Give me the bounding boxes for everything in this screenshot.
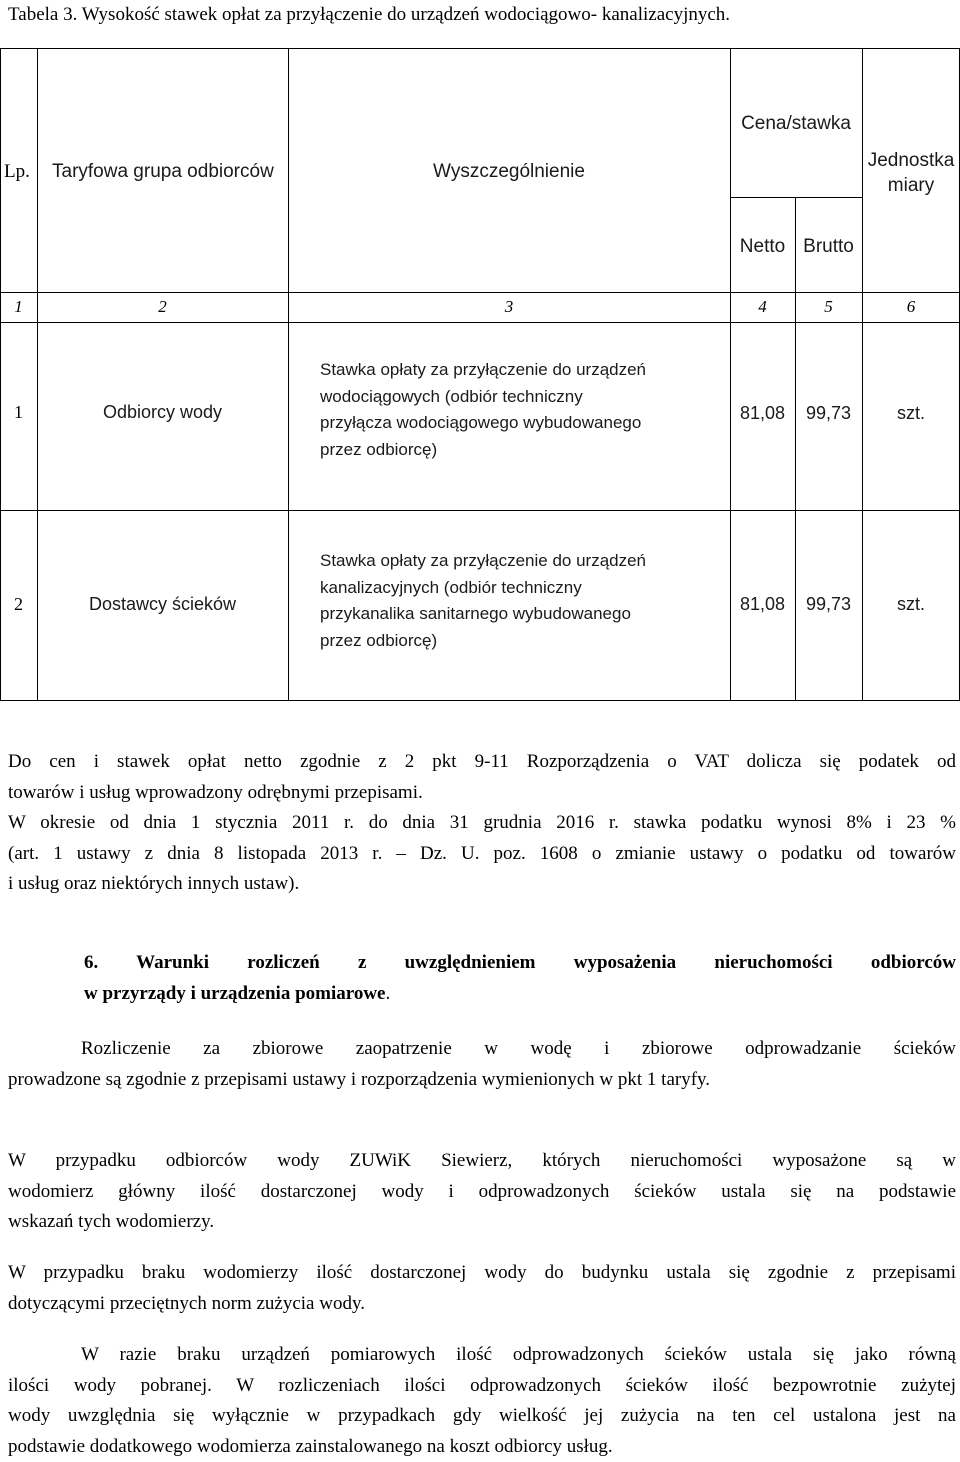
paragraph-line: dotyczącymi przeciętnych norm zużycia wody. [8, 1289, 956, 1320]
vat-note [8, 747, 956, 900]
col-line-2 [288, 48, 289, 701]
header-netto: Netto [730, 236, 795, 258]
row1-detail [320, 357, 646, 463]
paragraph-no-meters [8, 1258, 956, 1319]
row1-detail-line: przyłącza wodociągowego wybudowanego [320, 410, 646, 437]
column-number: 6 [862, 297, 960, 317]
paragraph-line: W przypadku braku wodomierzy ilość dostarczonej wody do budynku ustala się zgodnie z przepisami [8, 1258, 956, 1289]
row2-netto: 81,08 [730, 594, 795, 615]
row-divider [0, 510, 960, 511]
paragraph-line: podstawie dodatkowego wodomierza zainstalowanego na koszt odbiorcy usług. [8, 1432, 956, 1462]
paragraph-line: wskazań tych wodomierzy. [8, 1207, 956, 1238]
row2-detail [320, 548, 646, 654]
paragraph-settlement [8, 1034, 956, 1095]
section-6-title: Warunki rozliczeń z uwzględnieniem wyposażenia nieruchomości odbiorców [136, 952, 956, 973]
section-6-title-end: . [386, 983, 391, 1004]
price-subheader-line [730, 197, 862, 198]
col-line-4 [795, 197, 796, 701]
paragraph-line: ilości wody pobranej. W rozliczeniach ilości odprowadzonych ścieków ilość bezpowrotnie zużytej [8, 1371, 956, 1402]
row2-detail-line: kanalizacyjnych (odbiór techniczny [320, 575, 646, 602]
row2-lp: 2 [0, 594, 37, 615]
paragraph-line: W razie braku urządzeń pomiarowych ilość odprowadzonych ścieków ustala się jako równą [8, 1340, 956, 1371]
vat-note-line: Do cen i stawek opłat netto zgodnie z 2 pkt 9-11 Rozporządzenia o VAT dolicza się podatek od [8, 747, 956, 778]
section-6-heading [84, 948, 956, 1009]
row1-netto: 81,08 [730, 403, 795, 424]
row2-brutto: 99,73 [795, 594, 862, 615]
section-6-title-cont: w przyrządy i urządzenia pomiarowe [84, 983, 386, 1004]
row2-detail-line: przykanalika sanitarnego wybudowanego [320, 601, 646, 628]
column-numbers-line [0, 322, 960, 323]
row1-group: Odbiorcy wody [37, 402, 288, 423]
paragraph-line: Rozliczenie za zbiorowe zaopatrzenie w wodę i zbiorowe odprowadzanie ścieków [8, 1034, 956, 1065]
row2-group: Dostawcy ścieków [37, 594, 288, 615]
section-6-heading-line1 [84, 948, 956, 979]
header-price: Cena/stawka [730, 113, 862, 135]
paragraph-line: prowadzone są zgodnie z przepisami ustawy i rozporządzenia wymienionych w pkt 1 taryfy. [8, 1065, 956, 1096]
paragraph-wastewater [8, 1340, 956, 1462]
vat-note-line: (art. 1 ustawy z dnia 8 listopada 2013 r. – Dz. U. poz. 1608 o zmianie ustawy o podatku od towarów [8, 839, 956, 870]
column-number: 1 [0, 297, 37, 317]
row1-lp: 1 [0, 402, 37, 423]
row2-detail-line: przez odbiorcę) [320, 628, 646, 655]
row1-unit: szt. [862, 403, 960, 424]
header-group: Taryfowa grupa odbiorców [52, 161, 274, 183]
row2-detail-line: Stawka opłaty za przyłączenie do urządzeń [320, 548, 646, 575]
row1-detail-line: przez odbiorcę) [320, 437, 646, 464]
vat-note-line: towarów i usług wprowadzony odrębnymi przepisami. [8, 778, 956, 809]
row1-brutto: 99,73 [795, 403, 862, 424]
paragraph-line: wodomierz główny ilość dostarczonej wody i odprowadzonych ścieków ustala się na podstawie [8, 1177, 956, 1208]
column-number: 4 [730, 297, 795, 317]
paragraph-line: wody uwzględnia się wyłącznie w przypadkach gdy wielkość jej zużycia na ten cel ustalona jest na [8, 1401, 956, 1432]
row2-unit: szt. [862, 594, 960, 615]
table-caption: Tabela 3. Wysokość stawek opłat za przyłączenie do urządzeń wodociągowo- kanalizacyjnych. [8, 4, 730, 26]
header-unit-line1: Jednostka [862, 150, 960, 172]
header-brutto: Brutto [795, 236, 862, 258]
paragraph-meters [8, 1146, 956, 1238]
column-number: 2 [37, 297, 288, 317]
table-border-bottom [0, 700, 960, 701]
header-lp: Lp. [4, 161, 30, 183]
row1-detail-line: Stawka opłaty za przyłączenie do urządzeń [320, 357, 646, 384]
header-detail: Wyszczególnienie [288, 161, 730, 183]
column-number: 3 [288, 297, 730, 317]
section-6-heading-line2 [84, 979, 956, 1010]
tariff-table [0, 0, 960, 720]
vat-note-line: i usług oraz niektórych innych ustaw). [8, 869, 956, 900]
row1-detail-line: wodociągowych (odbiór techniczny [320, 384, 646, 411]
vat-note-line: W okresie od dnia 1 stycznia 2011 r. do dnia 31 grudnia 2016 r. stawka podatku wynosi 8% i 23 % [8, 808, 956, 839]
header-unit-line2: miary [862, 175, 960, 197]
section-number: 6. [84, 952, 98, 973]
paragraph-line: W przypadku odbiorców wody ZUWiK Siewierz, których nieruchomości wyposażone są w [8, 1146, 956, 1177]
column-number: 5 [795, 297, 862, 317]
table-border-top [0, 48, 960, 49]
header-bottom-line [0, 292, 960, 293]
